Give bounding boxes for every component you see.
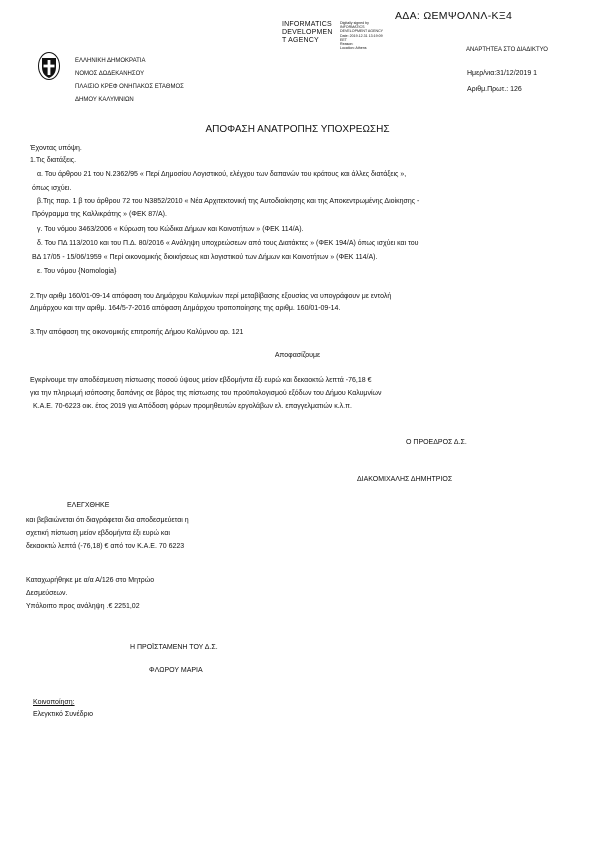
coat-of-arms-icon	[38, 52, 60, 80]
clause-d-cont: ΒΔ 17/05 - 15/06/1959 « Περί οικονομικής διοικήσεως και λογιστικού των Δήμων και Κοινοτήτων » (ΦΕΚ 114/Α).	[32, 254, 378, 261]
clause-b: β.Της παρ. 1 β του άρθρου 72 του Ν3852/2010 « Νέα Αρχιτεκτονική της Αυτοδιοίκησης και της Αποκεντρωμένης Διοίκησης -	[37, 198, 420, 205]
document-title: ΑΠΟΦΑΣΗ ΑΝΑΤΡΟΠΗΣ ΥΠΟΧΡΕΩΣΗΣ	[205, 124, 390, 135]
issuer-line: ΝΟΜΟΣ ΔΩΔΕΚΑΝΗΣΟΥ	[75, 71, 145, 77]
clause-e: ε. Του νόμου {Nomologia}	[37, 268, 117, 275]
ada-code: ΑΔΑ: ΩΕΜΨΟΛΝΛ-ΚΞ4	[395, 10, 513, 22]
clause-a: α. Του άρθρου 21 του Ν.2362/95 « Περί Δημοσίου Λογιστικού, ελέγχου των δαπανών του κράτους και άλλες διατάξεις »,	[37, 171, 407, 178]
date-line: Ημερ/νια:31/12/2019 1	[467, 70, 538, 77]
clause-c: γ. Του νόμου 3463/2006 « Κύρωση του Κώδικα Δήμων και Κοινοτήτων » (ΦΕΚ 114/Α).	[37, 226, 304, 233]
supervisor-name: ΦΛΩΡΟΥ ΜΑΡΙΑ	[149, 667, 203, 674]
clause-b-cont: Πρόγραμμα της Καλλικράτης » (ΦΕΚ 87/Α).	[32, 211, 167, 218]
posted-label: ΑΝΑΡΤΗΤΕΑ ΣΤΟ ΔΙΑΔΙΚΤΥΟ	[466, 47, 548, 53]
register-line: Καταχωρήθηκε με α/α Α/126 στο Μητρώο	[26, 577, 155, 584]
signer-line: INFORMATICS	[282, 21, 332, 28]
register-line: Δεσμεύσεων.	[26, 590, 68, 597]
paragraph-3: 3.Την απόφαση της οικονομικής επιτροπής Δήμου Καλύμνου αρ. 121	[30, 329, 244, 336]
signature-detail: DEVELOPMENT AGENCY	[340, 29, 384, 34]
paragraph-2-cont: Δημάρχου και την αριθμ. 164/5-7-2016 απόφαση Δημάρχου τροποποίησης της αριθμ. 160/01-09-14.	[30, 305, 341, 312]
decision-heading: Αποφασίζουμε	[274, 352, 321, 359]
issuer-block	[75, 55, 184, 107]
signature-detail: Reason:	[340, 42, 354, 47]
clause-a-cont: όπως ισχύει.	[32, 185, 72, 192]
checked-line: σχετική πίστωση μείον εβδομήντα έξι ευρώ και	[26, 530, 170, 537]
checked-line: δεκαοκτώ λεπτά (-76,18) € από τον Κ.Α.Ε. 70 6223	[26, 543, 185, 550]
signer-name	[282, 21, 333, 45]
signature-details	[340, 21, 383, 50]
decision-line-3: Κ.Α.Ε. 70-6223 οικ. έτος 2019 για Απόδοση φόρων προμηθευτών εργολάβων ελ. επαγγελματιών κ.λ.π.	[33, 403, 352, 410]
notification-label: Κοινοποίηση:	[33, 699, 75, 706]
register-balance: Υπόλοιπο προς ανάληψη .€ 2251,02	[26, 603, 140, 610]
signer-line: DEVELOPMEN	[282, 29, 333, 36]
paragraph-2: 2.Την αριθμ 160/01-09-14 απόφαση του Δημάρχου Καλυμνίων περί μεταβίβασης εξουσίας να υπογράφουν με εντολή	[30, 293, 392, 300]
supervisor-role: Η ΠΡΟΪΣΤΑΜΕΝΗ ΤΟΥ Δ.Σ.	[130, 644, 218, 651]
checked-line: και βεβαιώνεται ότι διαγράφεται δια αποδεσμεύεται η	[26, 517, 189, 524]
signatory-name: ΔΙΑΚΟΜΙΧΑΛΗΣ ΔΗΜΗΤΡΙΟΣ	[357, 476, 453, 483]
checked-heading: ΕΛΕΓΧΘΗΚΕ	[67, 502, 110, 509]
signature-detail: EET	[340, 37, 347, 42]
signature-detail: INFORMATICS	[340, 25, 365, 30]
decision-line-2: για την πληρωμή ισόποσης δαπάνης σε βάρος της πίστωσης του προϋπολογισμού εξόδων του Δήμου Καλυμνίων	[30, 390, 382, 397]
issuer-line: ΔΗΜΟΥ ΚΑΛΥΜΝΙΩΝ	[75, 97, 134, 103]
signatory-role: Ο ΠΡΟΕΔΡΟΣ Δ.Σ.	[406, 439, 467, 446]
issuer-line: ΕΛΛΗΝΙΚΗ ΔΗΜΟΚΡΑΤΙΑ	[75, 58, 146, 64]
signature-detail: Digitally signed by	[340, 21, 369, 25]
paragraph-1-head: 1.Τις διατάξεις.	[30, 157, 77, 164]
signer-line: T AGENCY	[282, 37, 319, 44]
decision-line-1: Εγκρίνουμε την αποδέσμευση πίστωσης ποσού ύψους μείον εβδομήντα έξι ευρώ και δεκαοκτώ λεπτά -76,18 €	[30, 377, 372, 384]
clause-d: δ. Του ΠΔ 113/2010 και του Π.Δ. 80/2016 « Ανάληψη υποχρεώσεων από τους Διατάκτες » (ΦΕΚ 194/Α) όπως ισχύει και του	[37, 240, 419, 247]
protocol-number: Αριθμ.Πρωτ.: 126	[467, 86, 522, 93]
notification-recipient: Ελεγκτικό Συνέδριο	[33, 711, 93, 718]
intro: Έχοντας υπόψη.	[30, 145, 82, 152]
signature-detail: Date: 2019.12.31 13:19:09	[340, 33, 383, 38]
issuer-line: ΠΛΑΙΣΙΟ ΚΡΕΦ ΟΝΗΠΑΚΟΣ ΕΤΑΘΜΟΣ	[75, 84, 184, 90]
signature-detail: Location: Athens	[340, 46, 367, 51]
